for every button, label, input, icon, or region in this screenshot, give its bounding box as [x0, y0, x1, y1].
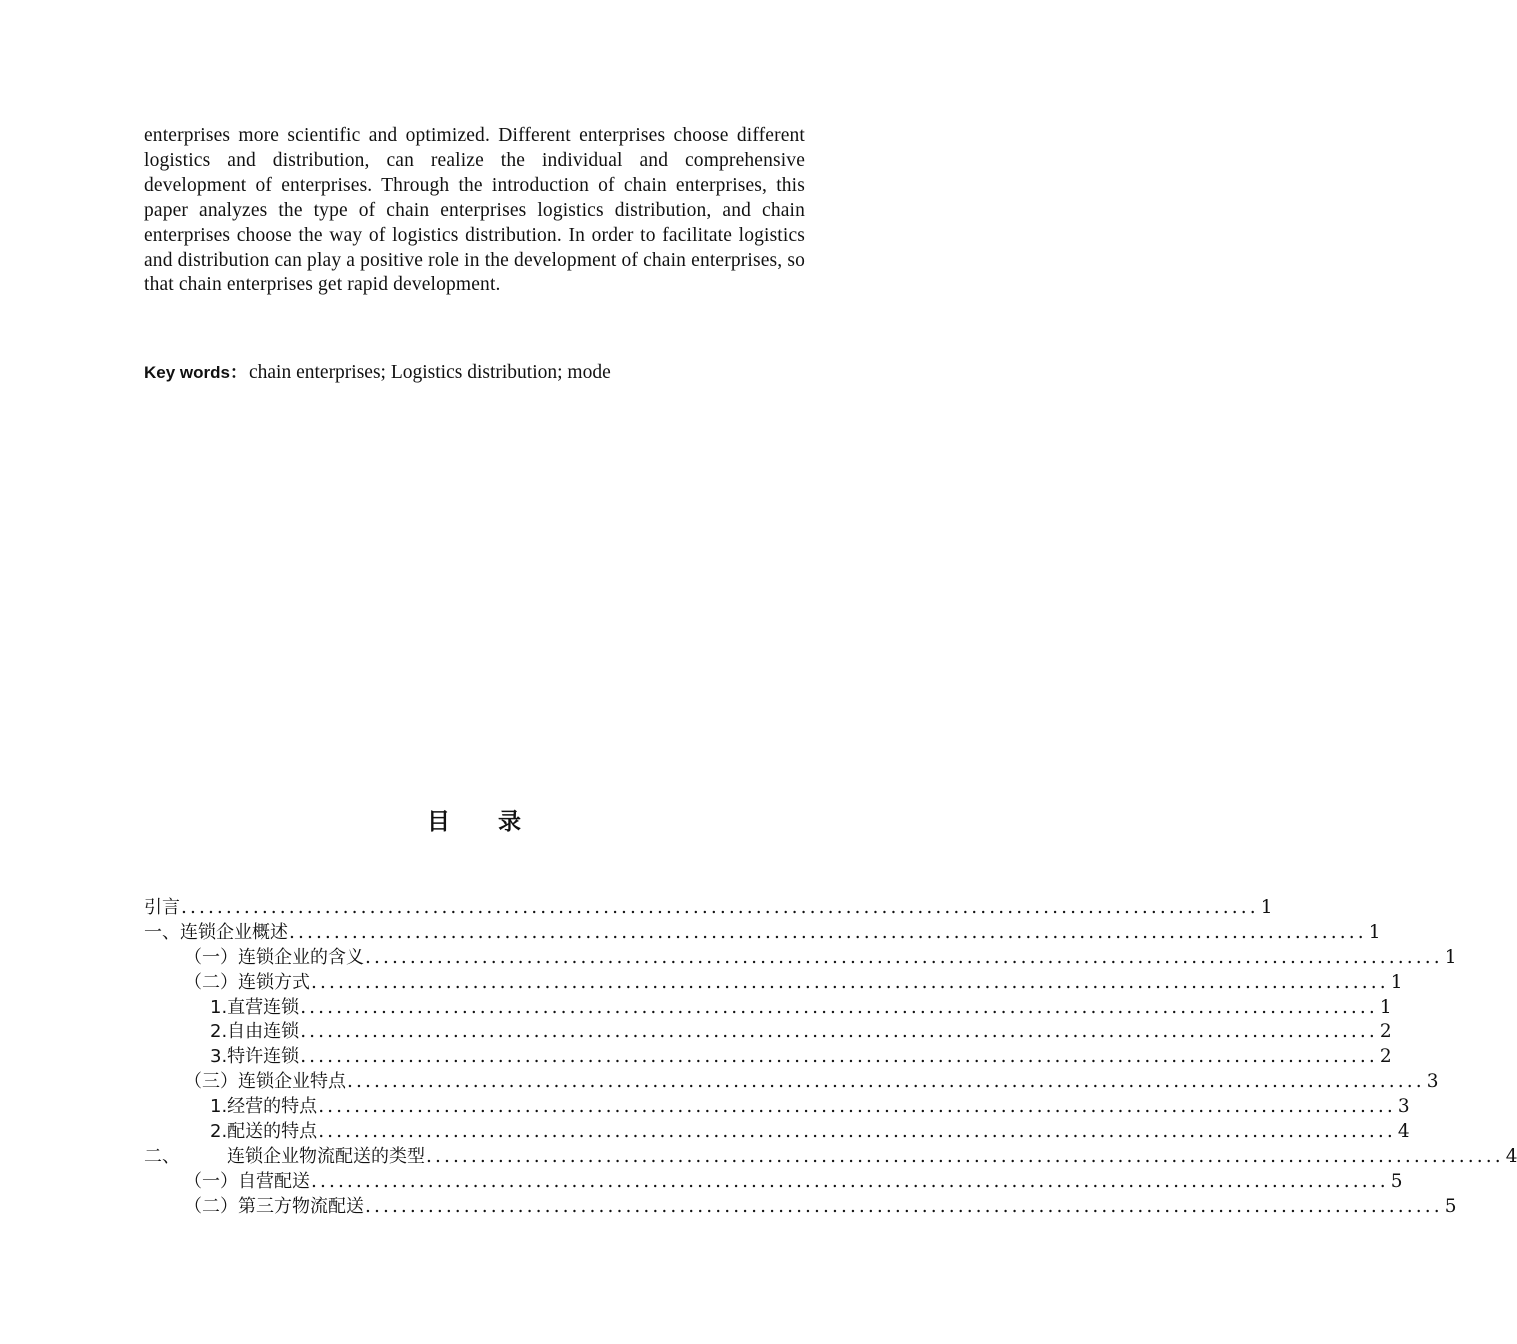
toc-leader: ........................................................................................................................	[318, 1096, 1396, 1118]
toc-page-number: 4	[1505, 1145, 1517, 1167]
toc-page-number: 1	[1368, 921, 1381, 943]
table-of-contents	[144, 896, 1517, 1220]
toc-entry-chapter-1[interactable]: 一、连锁企业概述 ........................................................................................................................ 1	[144, 921, 806, 946]
toc-page-number: 1	[1379, 996, 1392, 1018]
toc-chapter-prefix: 二、	[144, 1145, 180, 1167]
toc-entry-section-1-1[interactable]: （一）连锁企业的含义 ........................................................................................................................ 1	[144, 946, 806, 971]
toc-page-number: 3	[1426, 1071, 1439, 1093]
toc-leader: ........................................................................................................................	[365, 946, 1443, 968]
toc-entry-subsection-1-2-1[interactable]: 1.直营连锁 ........................................................................................................................ 1	[144, 996, 806, 1021]
toc-entry-subsection-1-3-1[interactable]: 1.经营的特点 ........................................................................................................................ 3	[144, 1095, 806, 1120]
toc-leader: ........................................................................................................................	[181, 897, 1259, 918]
toc-entry-subsection-1-3-2[interactable]: 2.配送的特点 ........................................................................................................................ 4	[144, 1120, 806, 1145]
toc-page-number: 5	[1390, 1170, 1403, 1192]
toc-entry-section-1-3[interactable]: （三）连锁企业特点 ........................................................................................................................ 3	[144, 1070, 806, 1095]
abstract-paragraph: enterprises more scientific and optimized. Different enterprises choose different logistics and distribution, can realize the individual and comprehensive development of enterprises. Through the introduction of chain enterprises, this paper analyzes the type of chain enterprises logistics distribution, and chain enterprises choose the way of logistics distribution. In order to facilitate logistics and distribution can play a positive role in the development of chain enterprises, so that chain enterprises get rapid development.	[144, 125, 805, 296]
toc-page-number: 4	[1397, 1121, 1410, 1143]
keywords-colon: ：	[229, 363, 247, 383]
toc-page-number: 2	[1379, 1046, 1392, 1068]
toc-entry-section-2-1[interactable]: （一）自营配送 ........................................................................................................................ 5	[144, 1170, 806, 1195]
toc-entry-subsection-1-2-3[interactable]: 3.特许连锁 ........................................................................................................................ 2	[144, 1045, 806, 1070]
toc-leader: ........................................................................................................................	[318, 1121, 1396, 1143]
toc-leader: ........................................................................................................................	[311, 1170, 1389, 1192]
toc-page-number: 5	[1444, 1195, 1457, 1217]
toc-title-left: 目	[427, 809, 452, 835]
toc-leader: ........................................................................................................................	[311, 971, 1389, 993]
toc-entry-chapter-2[interactable]: 二、 连锁企业物流配送的类型 ........................................................................................................................ 4	[144, 1145, 806, 1170]
toc-page-number: 1	[1260, 897, 1273, 918]
keywords-label: Key words	[144, 363, 230, 382]
keywords-line	[144, 360, 844, 386]
toc-entry-subsection-1-2-2[interactable]: 2.自由连锁 ........................................................................................................................ 2	[144, 1020, 806, 1045]
toc-leader: ........................................................................................................................	[347, 1071, 1425, 1093]
toc-entry-section-1-2[interactable]: （二）连锁方式 ........................................................................................................................ 1	[144, 971, 806, 996]
toc-page-number: 3	[1397, 1096, 1410, 1118]
toc-entry-intro[interactable]: 引言 ........................................................................................................................ 1	[144, 896, 806, 921]
toc-leader: ........................................................................................................................	[300, 1021, 1378, 1043]
toc-leader: ........................................................................................................................	[300, 1046, 1378, 1068]
toc-page-number: 1	[1444, 946, 1457, 968]
toc-page-number: 2	[1379, 1021, 1392, 1043]
toc-leader: ........................................................................................................................	[300, 996, 1378, 1018]
toc-leader: ........................................................................................................................	[289, 921, 1367, 943]
toc-entry-section-2-2[interactable]: （二）第三方物流配送 ........................................................................................................................ 5	[144, 1195, 806, 1220]
toc-leader: ........................................................................................................................	[426, 1145, 1504, 1167]
toc-title-right: 录	[498, 809, 523, 835]
toc-title	[0, 804, 950, 840]
toc-leader: ........................................................................................................................	[365, 1195, 1443, 1217]
toc-page-number: 1	[1390, 971, 1403, 993]
keywords-value: chain enterprises; Logistics distribution; mode	[248, 362, 611, 383]
